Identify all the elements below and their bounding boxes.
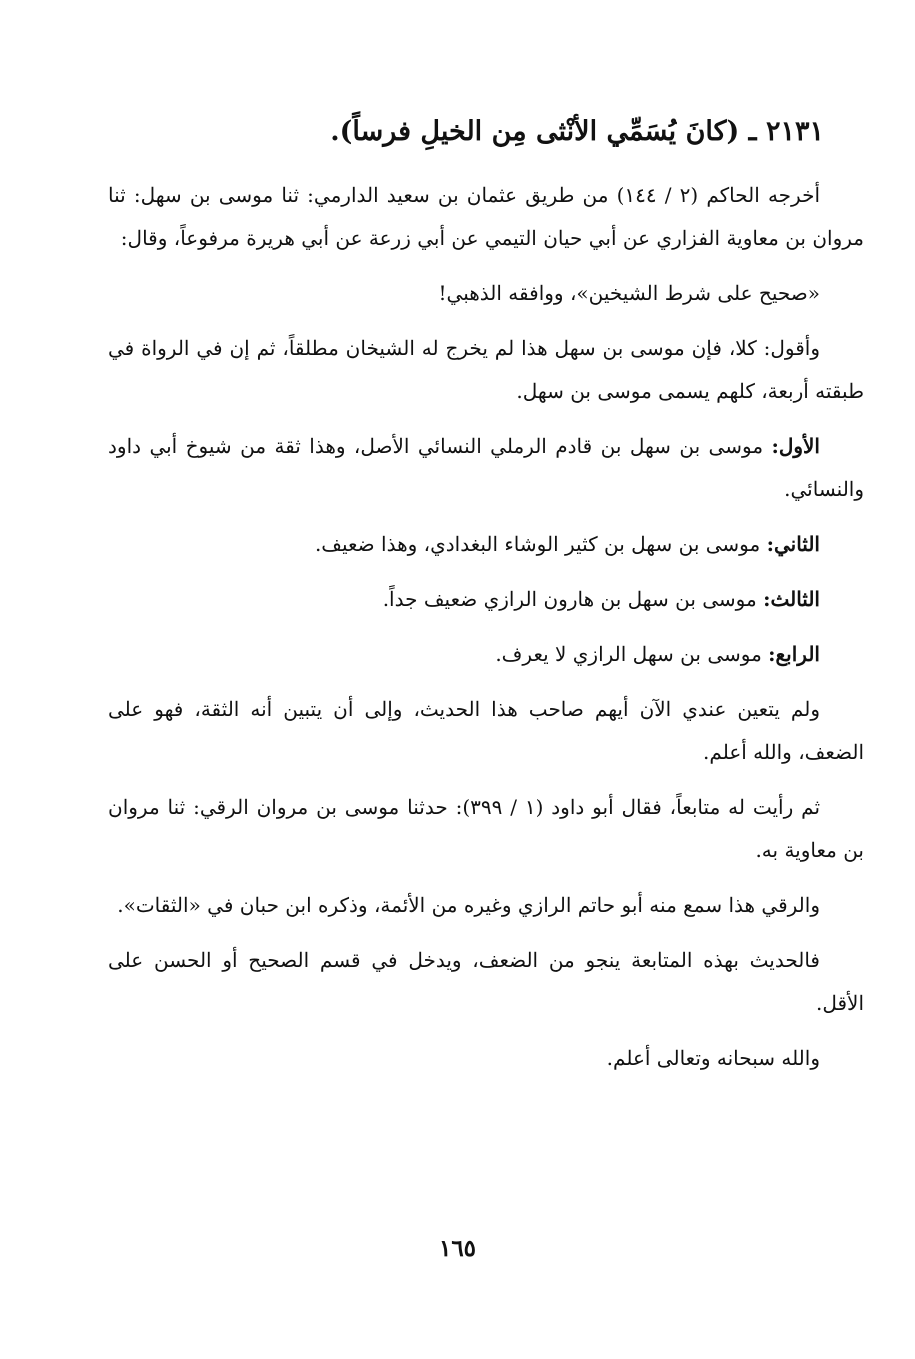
raqqi-paragraph: والرقي هذا سمع منه أبو حاتم الرازي وغيره من الأئمة، وذكره ابن حبان في «الثقات». bbox=[117, 893, 820, 917]
narrator-fourth bbox=[108, 633, 864, 676]
narrator-third-label: الثالث: bbox=[763, 587, 820, 611]
narrator-second-label: الثاني: bbox=[766, 532, 820, 556]
narrator-first-label: الأول: bbox=[771, 434, 820, 458]
narrator-third bbox=[108, 578, 864, 621]
narrator-fourth-text: موسى بن سهل الرازي لا يعرف. bbox=[495, 642, 762, 666]
narrator-second bbox=[108, 523, 864, 566]
uncertainty-paragraph: ولم يتعين عندي الآن أيهم صاحب هذا الحديث، وإلى أن يتبين أنه الثقة، فهو على الضعف، والله أعلم. bbox=[108, 697, 864, 764]
hadith-heading: ٢١٣١ ـ (كانَ يُسَمِّي الأنْثى مِن الخيلِ فرساً). bbox=[330, 116, 824, 147]
hakim-quote-paragraph: «صحيح على شرط الشيخين»، ووافقه الذهبي! bbox=[438, 281, 820, 305]
narrator-fourth-label: الرابع: bbox=[768, 642, 820, 666]
final-remark-paragraph: والله سبحانه وتعالى أعلم. bbox=[606, 1046, 820, 1070]
narrator-second-text: موسى بن سهل بن كثير الوشاء البغدادي، وهذا ضعيف. bbox=[314, 532, 761, 556]
conclusion-paragraph: فالحديث بهذه المتابعة ينجو من الضعف، ويدخل في قسم الصحيح أو الحسن على الأقل. bbox=[108, 948, 864, 1015]
mutaba-paragraph: ثم رأيت له متابعاً، فقال أبو داود (١ / ٣٩٩): حدثنا موسى بن مروان الرقي: ثنا مروان بن معاوية به. bbox=[108, 795, 864, 862]
narrator-third-text: موسى بن سهل بن هارون الرازي ضعيف جداً. bbox=[382, 587, 757, 611]
takhrij-paragraph: أخرجه الحاكم (٢ / ١٤٤) من طريق عثمان بن سعيد الدارمي: ثنا موسى بن سهل: ثنا مروان بن معاوية الفزاري عن أبي حيان التيمي عن أبي زرعة عن أبي هريرة مرفوعاً، وقال: bbox=[108, 183, 864, 250]
page-body bbox=[108, 110, 864, 1092]
critique-paragraph: وأقول: كلا، فإن موسى بن سهل هذا لم يخرج له الشيخان مطلقاً، ثم إن في الرواة في طبقته أربعة، كلهم يسمى موسى بن سهل. bbox=[108, 336, 864, 403]
page-number: ١٦٥ bbox=[438, 1235, 477, 1262]
narrator-first bbox=[108, 425, 864, 511]
narrator-first-text: موسى بن سهل بن قادم الرملي النسائي الأصل، وهذا ثقة من شيوخ أبي داود والنسائي. bbox=[108, 434, 864, 501]
